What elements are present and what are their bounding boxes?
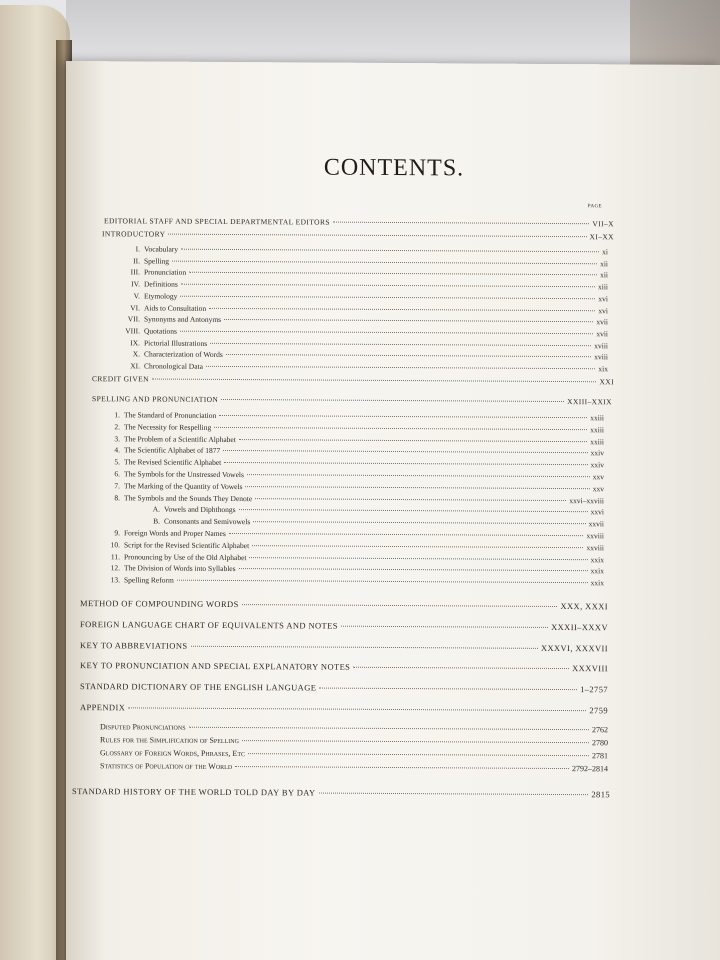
leader-dots (224, 461, 587, 465)
entry-label: Pronunciation (144, 267, 187, 278)
leader-dots (242, 739, 589, 743)
entry-label: Quotations (144, 326, 177, 336)
leader-dots (319, 687, 577, 691)
entry-page-number: xxvi (590, 507, 604, 517)
leader-dots (229, 532, 584, 536)
entry-page-number: 1–2757 (580, 684, 608, 695)
entry-label: EDITORIAL STAFF AND SPECIAL DEPARTMENTAL EDITORS (104, 216, 330, 227)
entry-page-number: xvii (596, 317, 608, 327)
entry-number: 13. (110, 575, 120, 585)
entry-number: 11. (110, 551, 120, 561)
entry-label: Glossary of Foreign Words, Phrases, Etc (100, 748, 245, 759)
entry-label: Chronological Data (144, 361, 203, 371)
leader-dots (172, 259, 597, 264)
entry-label: KEY TO PRONUNCIATION AND SPECIAL EXPLANATORY NOTES (80, 660, 351, 672)
entry-page-number: XXIII–XXIX (567, 397, 612, 407)
toc-entry-main (80, 702, 608, 715)
entry-number: 10. (110, 540, 120, 550)
leader-dots (180, 294, 595, 299)
entry-label: The Division of Words into Syllables (124, 563, 236, 574)
leader-dots (221, 398, 564, 402)
leader-dots (242, 603, 558, 607)
leader-dots (209, 306, 595, 310)
toc-subentry-appendix (100, 722, 608, 735)
entry-label: Vowels and Diphthongs (164, 504, 236, 515)
leader-dots (177, 579, 588, 584)
entry-page-number: xix (598, 364, 608, 374)
entry-number: B. (153, 516, 160, 526)
leader-dots (181, 283, 595, 288)
entry-page-number: XXXII–XXXV (551, 621, 608, 633)
toc-entry-main (80, 681, 608, 694)
toc-subentry-appendix (100, 735, 608, 748)
entry-page-number: xxvi–xxviii (569, 495, 604, 505)
entry-number: 2. (114, 422, 120, 432)
leader-dots (189, 271, 597, 275)
entry-label: Disputed Pronunciations (100, 722, 186, 732)
entry-label: The Problem of a Scientific Alphabet (124, 433, 236, 444)
toc-entry-introductory (102, 229, 614, 242)
entry-page-number: xxiii (590, 436, 604, 446)
entry-label: Foreign Words and Proper Names (124, 528, 226, 538)
entry-label: METHOD OF COMPOUNDING WORDS (80, 598, 239, 610)
leader-dots (249, 556, 587, 560)
leader-dots (252, 544, 583, 548)
entry-label: The Symbols for the Unstressed Vowels (124, 469, 244, 480)
entry-page-number: xxix (590, 554, 604, 564)
entry-page-number: 2781 (592, 751, 608, 761)
entry-number: I. (135, 244, 140, 254)
entry-label: Statistics of Population of the World (100, 761, 233, 772)
toc-subentry-introductory (108, 326, 608, 339)
entry-number: 3. (114, 433, 120, 443)
entry-page-number: xi (602, 247, 608, 257)
entry-page-number: XXXVI, XXXVII (540, 642, 608, 654)
entry-label: Script for the Revised Scientific Alphabet (124, 540, 250, 550)
leader-dots (189, 726, 589, 730)
entry-page-number: xvii (596, 329, 608, 339)
entry-label: Spelling (144, 256, 170, 266)
toc-subentry-spelling (98, 493, 604, 506)
entry-label: The Scientific Alphabet of 1877 (124, 445, 221, 456)
leader-dots (180, 330, 593, 335)
leader-dots (168, 233, 586, 238)
entry-page-number: 2792–2814 (572, 764, 608, 774)
entry-page-number: xxviii (586, 531, 604, 541)
entry-page-number: xvi (598, 294, 608, 304)
toc-subentry-introductory (108, 338, 608, 351)
entry-label: The Standard of Pronunciation (124, 410, 217, 420)
entry-page-number: xxiv (590, 448, 604, 458)
leader-dots (214, 426, 587, 430)
entry-page-number: 2780 (592, 738, 608, 748)
toc-subentry-appendix (100, 761, 608, 774)
entry-label: Pronouncing by Use of the Old Alphabet (124, 551, 247, 562)
toc-entry-history (72, 786, 610, 799)
entry-number: III. (130, 267, 140, 277)
entry-page-number: VII–X (592, 219, 614, 229)
entry-label: Vocabulary (144, 244, 179, 254)
toc-subentry-spelling (98, 552, 604, 565)
entry-number: A. (152, 504, 160, 514)
entry-number: IV. (131, 279, 140, 289)
entry-page-number: xxix (590, 566, 604, 576)
leader-dots (239, 508, 588, 512)
entry-label: Characterization of Words (144, 349, 223, 360)
entry-label: The Symbols and the Sounds They Denote (124, 492, 253, 503)
entry-page-number: XXI (599, 377, 614, 387)
toc-subentry-spelling (98, 446, 604, 459)
entry-number: 5. (114, 457, 120, 467)
entry-page-number: xxv (592, 472, 604, 482)
entry-number: 8. (114, 492, 120, 502)
toc-entry-editorial-staff (104, 216, 614, 229)
entry-page-number: 2815 (591, 789, 610, 800)
toc-subentry-introductory (108, 268, 608, 281)
page-column-heading: PAGE (587, 204, 602, 210)
toc-subentry-introductory (108, 244, 608, 257)
entry-page-number: xii (600, 258, 608, 268)
entry-page-number: 2759 (589, 705, 608, 716)
toc-subentry-spelling (98, 575, 604, 588)
entry-label: The Necessity for Respelling (124, 422, 212, 432)
leader-dots (206, 365, 595, 369)
leader-dots (128, 706, 586, 711)
entry-number: 7. (114, 481, 120, 491)
toc-subentry-introductory (108, 314, 608, 327)
entry-number: VI. (130, 302, 140, 312)
toc-subsubentry (136, 505, 604, 518)
entry-label: KEY TO ABBREVIATIONS (80, 640, 188, 651)
entry-page-number: XXXVIII (572, 663, 608, 674)
page-title: CONTENTS. (323, 154, 465, 182)
entry-label: CREDIT GIVEN (92, 374, 149, 384)
toc-subentry-introductory (108, 291, 608, 304)
entry-number: 9. (114, 528, 120, 538)
toc-entry-credit-given (92, 374, 614, 387)
entry-page-number: XI–XX (589, 232, 614, 242)
toc-subentry-spelling (98, 422, 604, 435)
entry-number: 1. (114, 410, 120, 420)
toc-subentry-introductory (108, 256, 608, 269)
entry-number: 4. (114, 445, 120, 455)
leader-dots (333, 221, 589, 225)
entry-number: VIII. (125, 326, 140, 336)
toc-subentry-spelling (98, 540, 604, 553)
toc-subentry-appendix (100, 748, 608, 761)
leader-dots (210, 341, 591, 345)
entry-number: VII. (127, 314, 140, 324)
toc-entry-main (80, 619, 608, 632)
leader-dots (152, 378, 597, 383)
entry-label: The Revised Scientific Alphabet (124, 457, 222, 468)
leader-dots (353, 666, 569, 669)
entry-page-number: xii (600, 270, 608, 280)
toc-subentry-spelling (98, 528, 604, 541)
entry-label: Consonants and Semivowels (164, 516, 251, 527)
leader-dots (341, 625, 548, 628)
toc-subentry-spelling (98, 457, 604, 470)
toc-subentry-introductory (108, 303, 608, 316)
leader-dots (219, 414, 587, 418)
entry-label: SPELLING AND PRONUNCIATION (92, 394, 219, 404)
entry-label: FOREIGN LANGUAGE CHART OF EQUIVALENTS AND NOTES (80, 619, 338, 631)
entry-label: APPENDIX (80, 702, 126, 713)
entry-page-number: xiii (597, 282, 608, 292)
entry-label: Synonyms and Antonyms (144, 314, 222, 325)
entry-number: V. (133, 291, 140, 301)
toc-entry-main (80, 598, 608, 611)
leader-dots (226, 353, 591, 357)
entry-label: Spelling Reform (124, 575, 174, 585)
leader-dots (224, 318, 593, 322)
leader-dots (235, 765, 569, 769)
toc-subentry-spelling (98, 469, 604, 482)
entry-page-number: xxix (590, 578, 604, 588)
contents-page (66, 61, 720, 960)
toc-subentry-introductory (108, 361, 608, 374)
entry-label: Pictorial Illustrations (144, 338, 208, 348)
leader-dots (248, 752, 589, 756)
entry-page-number: xxiii (590, 413, 604, 423)
entry-page-number: xxiii (590, 424, 604, 435)
entry-page-number: 2762 (592, 725, 608, 735)
leader-dots (255, 497, 566, 501)
leader-dots (223, 449, 587, 453)
entry-label: Aids to Consultation (144, 302, 207, 313)
leader-dots (239, 567, 588, 571)
leader-dots (245, 485, 589, 489)
leader-dots (239, 438, 587, 442)
leader-dots (253, 520, 585, 524)
toc-subentry-spelling (98, 410, 604, 423)
toc-subentry-introductory (108, 350, 608, 363)
entry-page-number: xxv (592, 484, 604, 494)
entry-page-number: xviii (594, 352, 608, 362)
leader-dots (247, 473, 590, 477)
leader-dots (319, 792, 589, 796)
entry-number: IX. (130, 337, 140, 348)
toc-subentry-spelling (98, 564, 604, 577)
entry-label: Rules for the Simplification of Spelling (100, 735, 239, 746)
entry-number: X. (132, 349, 140, 359)
leader-dots (191, 645, 538, 649)
toc-subsubentry (136, 517, 604, 530)
entry-label: The Marking of the Quantity of Vowels (124, 481, 243, 491)
toc-subentry-spelling (98, 434, 604, 447)
toc-entry-main (80, 660, 608, 673)
entry-label: STANDARD HISTORY OF THE WORLD TOLD DAY BY DAY (72, 786, 316, 798)
entry-number: II. (133, 256, 140, 266)
toc-entry-main (80, 640, 608, 653)
entry-page-number: xxviii (586, 542, 604, 553)
entry-page-number: xviii (594, 340, 608, 350)
entry-label: Definitions (144, 279, 178, 289)
toc-subentry-introductory (108, 279, 608, 292)
entry-page-number: xxiv (590, 460, 604, 470)
entry-number: 6. (114, 469, 120, 479)
entry-number: 12. (110, 563, 120, 573)
entry-label: STANDARD DICTIONARY OF THE ENGLISH LANGUAGE (80, 681, 317, 693)
leader-dots (181, 248, 599, 253)
entry-page-number: xvi (598, 305, 608, 315)
entry-label: INTRODUCTORY (102, 229, 166, 239)
entry-page-number: XXX, XXXI (560, 601, 608, 612)
entry-label: Etymology (144, 291, 178, 301)
toc-subentry-spelling (98, 481, 604, 494)
toc-entry-spelling (92, 394, 612, 407)
entry-page-number: xxvii (588, 519, 604, 529)
entry-number: XI. (130, 361, 140, 371)
